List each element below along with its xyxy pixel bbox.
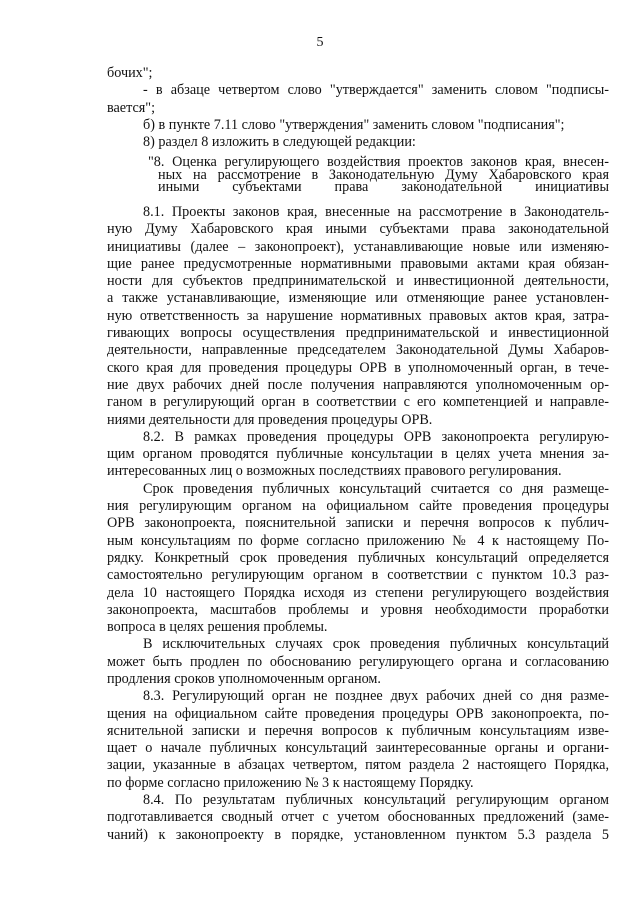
text-line: рядку. Конкретный срок проведения публичных консультаций определяется — [107, 549, 609, 566]
text-line: подготавливается сводный отчет с учетом обоснованных предложений (заме- — [107, 809, 609, 826]
text-line: В исключительных случаях срок проведения публичных консультаций — [143, 636, 609, 653]
section-heading-line: иными субъектами права законодательной инициативы — [158, 179, 609, 196]
text-line: продления сроков уполномоченным органом. — [107, 671, 381, 687]
text-line: дела 10 настоящего Порядка исходя из степени регулирующего воздействия — [107, 584, 609, 601]
paragraph-p82b — [107, 481, 609, 637]
text-line: 8.1. Проекты законов края, внесенные на рассмотрение в Законодатель- — [143, 203, 609, 220]
text-line: может быть продлен по обоснованию регулирующего органа и согласованию — [107, 653, 609, 670]
text-line: ние двух рабочих дней после получения направляются уполномоченным ор- — [107, 376, 609, 393]
text-line: щие ранее предусмотренные нормативными правовыми актами края обязан- — [107, 255, 609, 272]
text-line: ОРВ законопроекта, пояснительной записки и перечня вопросов к публич- — [107, 515, 609, 532]
text-line: 8.3. Регулирующий орган не позднее двух рабочих дней со дня разме- — [143, 688, 609, 705]
text-line: а также устанавливающие, изменяющие или отменяющие ранее установлен- — [107, 290, 609, 307]
text-line: ниями деятельности для проведения процедуры ОРВ. — [107, 411, 433, 428]
text-line: бочих"; — [107, 65, 153, 81]
paragraph-p83 — [107, 688, 609, 792]
text-line: ского края для проведения процедуры ОРВ в уполномоченный орган, в тече- — [107, 359, 609, 376]
section-heading-line: "8. Оценка регулирующего воздействия проектов законов края, внесен- — [148, 154, 609, 171]
text-line: - в абзаце четвертом слово "утверждается" заменить словом "подписы- — [143, 82, 609, 99]
text-line: по форме согласно приложению № 3 к настоящему Порядку. — [107, 774, 474, 791]
text-line: законопроекта, масштабов проблемы и уровня необходимости проработки — [107, 601, 609, 618]
paragraph-p82 — [107, 429, 609, 481]
text-line: гивающих вопросы осуществления предпринимательской и инвестиционной — [107, 325, 609, 342]
section-heading-line: ных на рассмотрение в Законодательную Думу Хабаровского края — [158, 166, 609, 183]
text-line: ную ответственность за нарушение нормативных правовых актов края, затра- — [107, 307, 609, 324]
text-line: яснительной записки и перечня вопросов к публичным консультациям изве- — [107, 722, 609, 739]
text-line: щает о начале публичных консультаций заинтересованные органы и органи- — [107, 740, 609, 757]
text-line: ности для субъектов предпринимательской и инвестиционной деятельности, — [107, 273, 609, 290]
text-line: б) в пункте 7.11 слово "утверждения" заменить словом "подписания"; — [143, 116, 565, 133]
text-line: деятельности, направленные председателем Законодательной Думы Хабаров- — [107, 342, 609, 359]
text-line: чаний) к законопроекту в порядке, установленном пунктом 5.3 раздела 5 — [107, 826, 609, 843]
text-line: вопроса в целях решения проблемы. — [107, 619, 328, 636]
text-line: 8.4. По результатам публичных консультаций регулирующим органом — [143, 792, 609, 809]
page-number: 5 — [316, 35, 324, 50]
text-line: инициативы (далее – законопроект), устанавливающие новые или изменяю- — [107, 238, 609, 255]
text-line: 8.2. В рамках проведения процедуры ОРВ законопроекта регулирую- — [143, 428, 609, 445]
text-line: 8) раздел 8 изложить в следующей редакции: — [143, 134, 416, 151]
paragraph-p84 — [107, 792, 609, 844]
paragraph-b1 — [107, 65, 609, 151]
paragraph-heading — [107, 156, 609, 194]
document-body — [107, 65, 609, 844]
text-line: щения на официальном сайте проведения процедуры ОРВ законопроекта, по- — [107, 705, 609, 722]
text-line: интересованных лиц о возможных последствиях правового регулирования. — [107, 463, 562, 480]
text-line: вается"; — [107, 99, 156, 116]
text-line: ганом в регулирующий орган в соответствии с его компетенцией и направле- — [107, 394, 609, 411]
text-line: щим органом проводятся публичные консультации в целях учета мнения за- — [107, 446, 609, 463]
spacer — [107, 194, 609, 204]
text-line: зации, указанные в абзацах четвертом, пятом раздела 2 настоящего Порядка, — [107, 757, 609, 774]
text-line: ную Думу Хабаровского края иными субъектами права законодательной — [107, 221, 609, 238]
text-line: ния регулирующим органом на официальном сайте проведения процедуры — [107, 498, 609, 515]
paragraph-p82c — [107, 636, 609, 688]
text-line: Срок проведения публичных консультаций считается со дня размеще- — [143, 480, 609, 497]
text-line: самостоятельно регулирующим органом в соответствии с пунктом 10.3 раз- — [107, 567, 609, 584]
text-line: ным консультациям по форме согласно приложению № 4 к настоящему По- — [107, 532, 609, 549]
paragraph-p81 — [107, 204, 609, 429]
